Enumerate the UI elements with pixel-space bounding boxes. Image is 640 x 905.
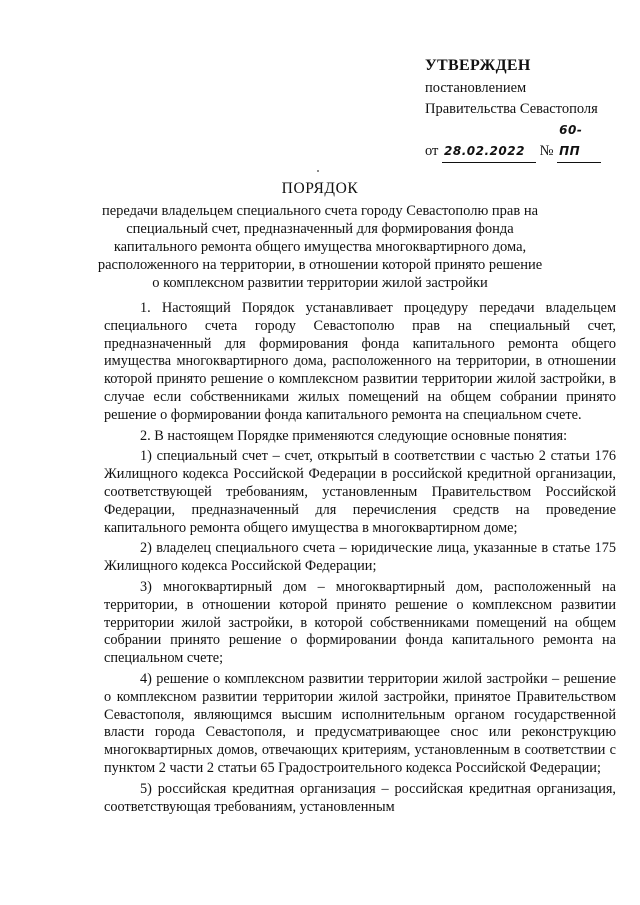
paragraph-2: 2. В настоящем Порядке применяются следующие основные понятия: bbox=[140, 427, 568, 444]
document-title bbox=[95, 180, 545, 292]
number-label: № bbox=[539, 143, 554, 159]
title-main: ПОРЯДОК bbox=[281, 180, 359, 197]
approval-line-1: постановлением bbox=[425, 80, 527, 96]
definition-3: 3) многоквартирный дом – многоквартирный дом, расположенный на территории, в отношении которой принято решение о комплексном развитии территории жилой застройки, в которой собственниками помещений на общем собрании принято решение о формировании фонда капитального ремонта на специальном счете; bbox=[104, 578, 616, 667]
from-label: от bbox=[425, 143, 439, 159]
approval-line-2: Правительства Севастополя bbox=[425, 101, 598, 117]
definition-1: 1) специальный счет – счет, открытый в соответствии с частью 2 статьи 176 Жилищного кодекса Российской Федерации в российской кредитной организации, соответствующей требованиям, установленным Правительством Российской Федерации, предназначенный для перечисления средств на проведение капитального ремонта общего имущества в многоквартирном доме; bbox=[104, 448, 616, 536]
approval-block bbox=[425, 55, 630, 163]
approval-date: 28.02.2022 bbox=[442, 141, 536, 163]
definition-4: 4) решение о комплексном развитии территории жилой застройки – решение о комплексном развитии территории жилой застройки, принятое Правительством Севастополя, являющимся высшим исполнительным органом государственной власти города Севастополя, и предусматривающее снос или реконструкцию многоквартирных домов, отвечающих критериям, установленным в соответствии с пунктом 2 части 2 статьи 65 Градостроительного кодекса Российской Федерации; bbox=[104, 670, 616, 776]
scan-speck bbox=[317, 170, 319, 172]
document-body bbox=[104, 300, 616, 819]
approval-heading: УТВЕРЖДЕН bbox=[425, 57, 531, 74]
approval-date-line bbox=[425, 120, 630, 163]
definition-5: 5) российская кредитная организация – российская кредитная организация, соответствующая требованиям, установленным bbox=[104, 780, 616, 815]
approval-number: 60-ПП bbox=[557, 120, 601, 163]
title-subtitle: передачи владельцем специального счета городу Севастополю прав на специальный счет, предназначенный для формирования фонда капитального ремонта общего имущества многоквартирного дома, расположенного на территории, в отношении которой принято решение о комплексном развитии территории жилой застройки bbox=[97, 203, 543, 291]
definition-2: 2) владелец специального счета – юридические лица, указанные в статье 175 Жилищного кодекса Российской Федерации; bbox=[104, 540, 616, 575]
paragraph-1: 1. Настоящий Порядок устанавливает процедуру передачи владельцем специального счета городу Севастополю прав на специальный счет, предназначенный для формирования фонда капитального ремонта общего имущества многоквартирного дома, расположенного на территории, в отношении которой принято решение о комплексном развитии территории жилой застройки, в случае если собственниками жилых помещений на общем собрании принято решение о формировании фонда капитального ремонта на специальном счете. bbox=[104, 300, 616, 423]
